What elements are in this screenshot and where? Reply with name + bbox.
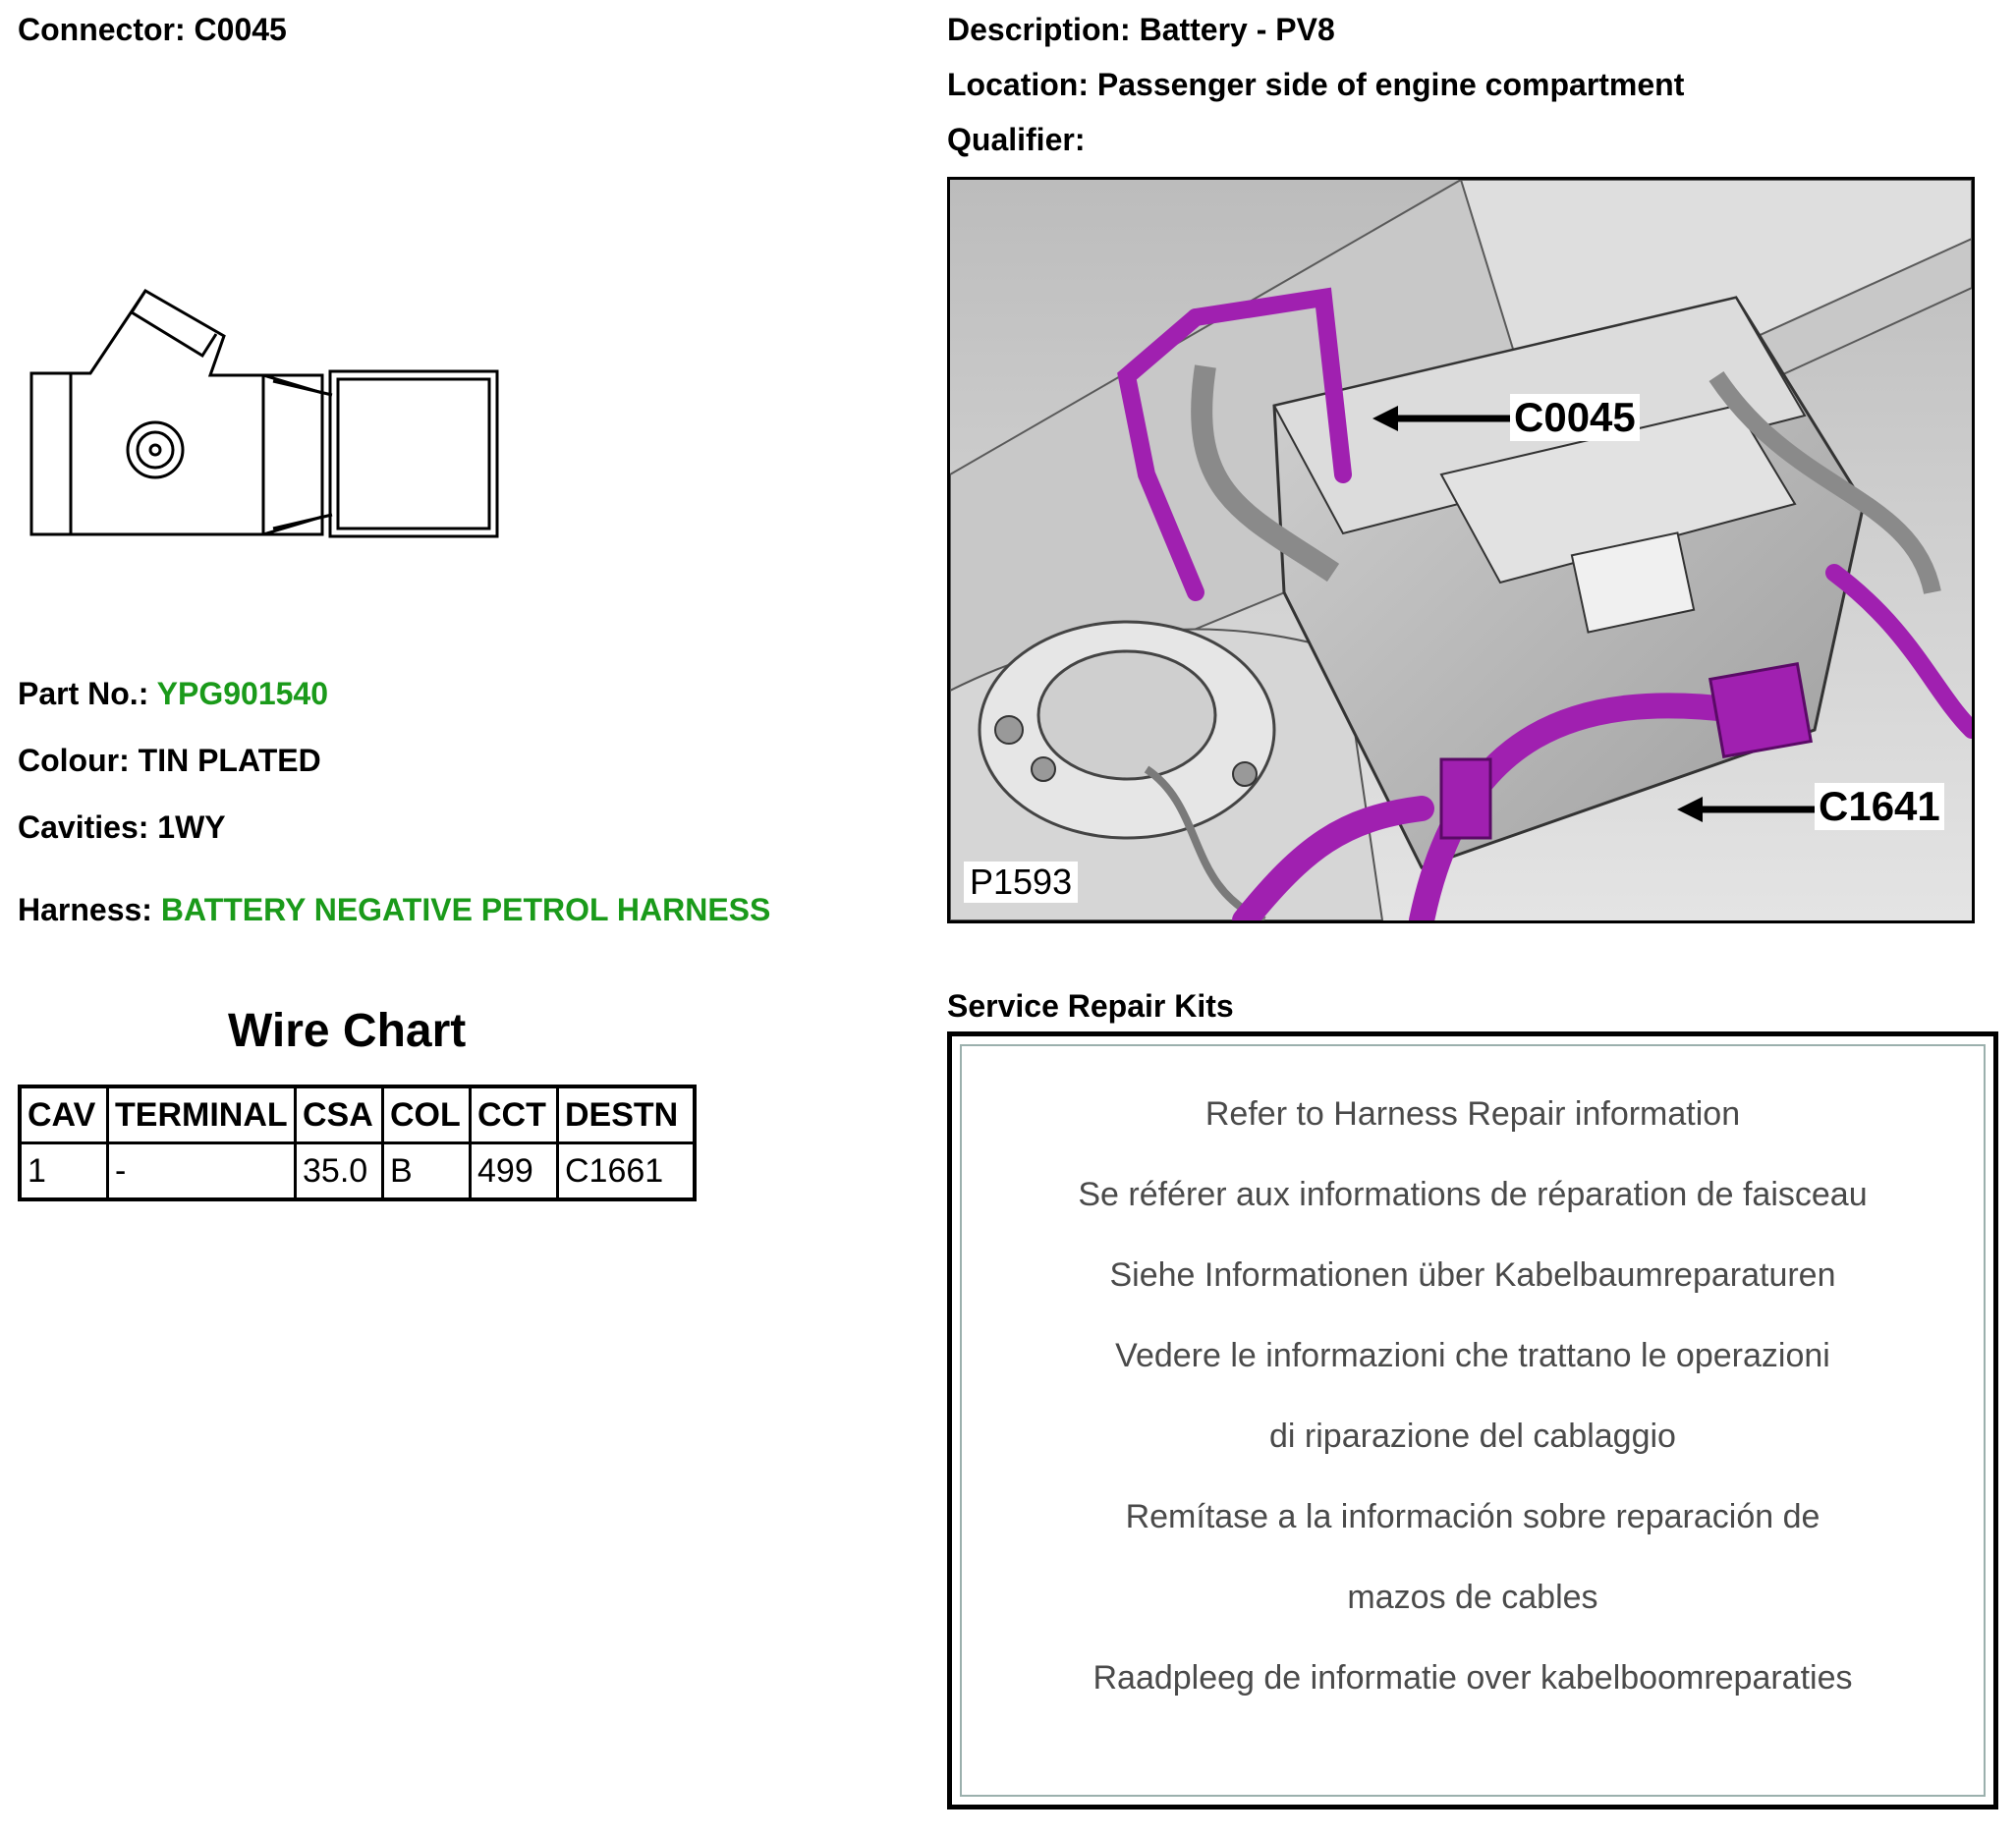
cell-csa: 35.0 bbox=[296, 1143, 383, 1200]
col-header-cct: CCT bbox=[471, 1086, 558, 1143]
description-line bbox=[947, 12, 1335, 48]
kit-line-es-2: mazos de cables bbox=[1347, 1579, 1598, 1616]
kit-line-de: Siehe Informationen über Kabelbaumreparaturen bbox=[1109, 1256, 1836, 1294]
description-label: Description: bbox=[947, 12, 1131, 47]
harness-value: BATTERY NEGATIVE PETROL HARNESS bbox=[160, 892, 771, 927]
qualifier-label: Qualifier: bbox=[947, 122, 1086, 157]
callout-arrow-c0045 bbox=[1372, 404, 1510, 433]
part-no-line bbox=[18, 676, 328, 712]
cell-cav: 1 bbox=[20, 1143, 108, 1200]
col-header-cav: CAV bbox=[20, 1086, 108, 1143]
cell-col: B bbox=[383, 1143, 471, 1200]
colour-line bbox=[18, 743, 321, 779]
table-row bbox=[20, 1143, 695, 1200]
cavities-value: 1WY bbox=[157, 809, 226, 845]
kit-line-it-2: di riparazione del cablaggio bbox=[1269, 1418, 1676, 1455]
location-label: Location: bbox=[947, 67, 1089, 102]
wire-chart-header-row bbox=[20, 1086, 695, 1143]
callout-c0045: C0045 bbox=[1510, 394, 1640, 441]
colour-label: Colour: bbox=[18, 743, 130, 778]
service-repair-kits-inner bbox=[960, 1044, 1986, 1797]
wire-chart-table bbox=[18, 1085, 697, 1201]
callout-c1641: C1641 bbox=[1815, 783, 1944, 830]
cell-cct: 499 bbox=[471, 1143, 558, 1200]
wire-chart-title: Wire Chart bbox=[228, 1005, 467, 1057]
service-repair-kits-title: Service Repair Kits bbox=[947, 988, 1234, 1024]
col-header-csa: CSA bbox=[296, 1086, 383, 1143]
description-value: Battery - PV8 bbox=[1139, 12, 1335, 47]
connector-line bbox=[18, 12, 287, 48]
harness-line bbox=[18, 892, 770, 928]
connector-label: Connector: bbox=[18, 12, 186, 47]
part-no-value: YPG901540 bbox=[156, 676, 329, 711]
service-repair-kits-box bbox=[947, 1031, 1998, 1809]
cell-destn: C1661 bbox=[558, 1143, 696, 1200]
harness-label: Harness: bbox=[18, 892, 152, 927]
kit-line-nl: Raadpleeg de informatie over kabelboomreparaties bbox=[1092, 1659, 1853, 1697]
col-header-terminal: TERMINAL bbox=[108, 1086, 296, 1143]
location-value: Passenger side of engine compartment bbox=[1096, 67, 1685, 102]
connector-value: C0045 bbox=[194, 12, 287, 47]
location-picture bbox=[947, 177, 1975, 923]
col-header-destn: DESTN bbox=[558, 1086, 696, 1143]
cavities-line bbox=[18, 809, 226, 846]
cavities-label: Cavities: bbox=[18, 809, 149, 845]
colour-value: TIN PLATED bbox=[138, 743, 321, 778]
picture-id: P1593 bbox=[964, 862, 1078, 903]
connector-drawing bbox=[28, 285, 509, 540]
kit-line-es-1: Remítase a la información sobre reparación de bbox=[1125, 1498, 1820, 1535]
kit-line-fr: Se référer aux informations de réparation de faisceau bbox=[1078, 1176, 1868, 1213]
kit-line-it-1: Vedere le informazioni che trattano le operazioni bbox=[1115, 1337, 1830, 1374]
col-header-col: COL bbox=[383, 1086, 471, 1143]
kit-line-en: Refer to Harness Repair information bbox=[1204, 1095, 1741, 1133]
qualifier-line bbox=[947, 122, 1085, 158]
cell-terminal: - bbox=[108, 1143, 296, 1200]
callout-arrow-c1641 bbox=[1677, 795, 1815, 824]
location-line bbox=[947, 67, 1684, 103]
part-no-label: Part No.: bbox=[18, 676, 149, 711]
